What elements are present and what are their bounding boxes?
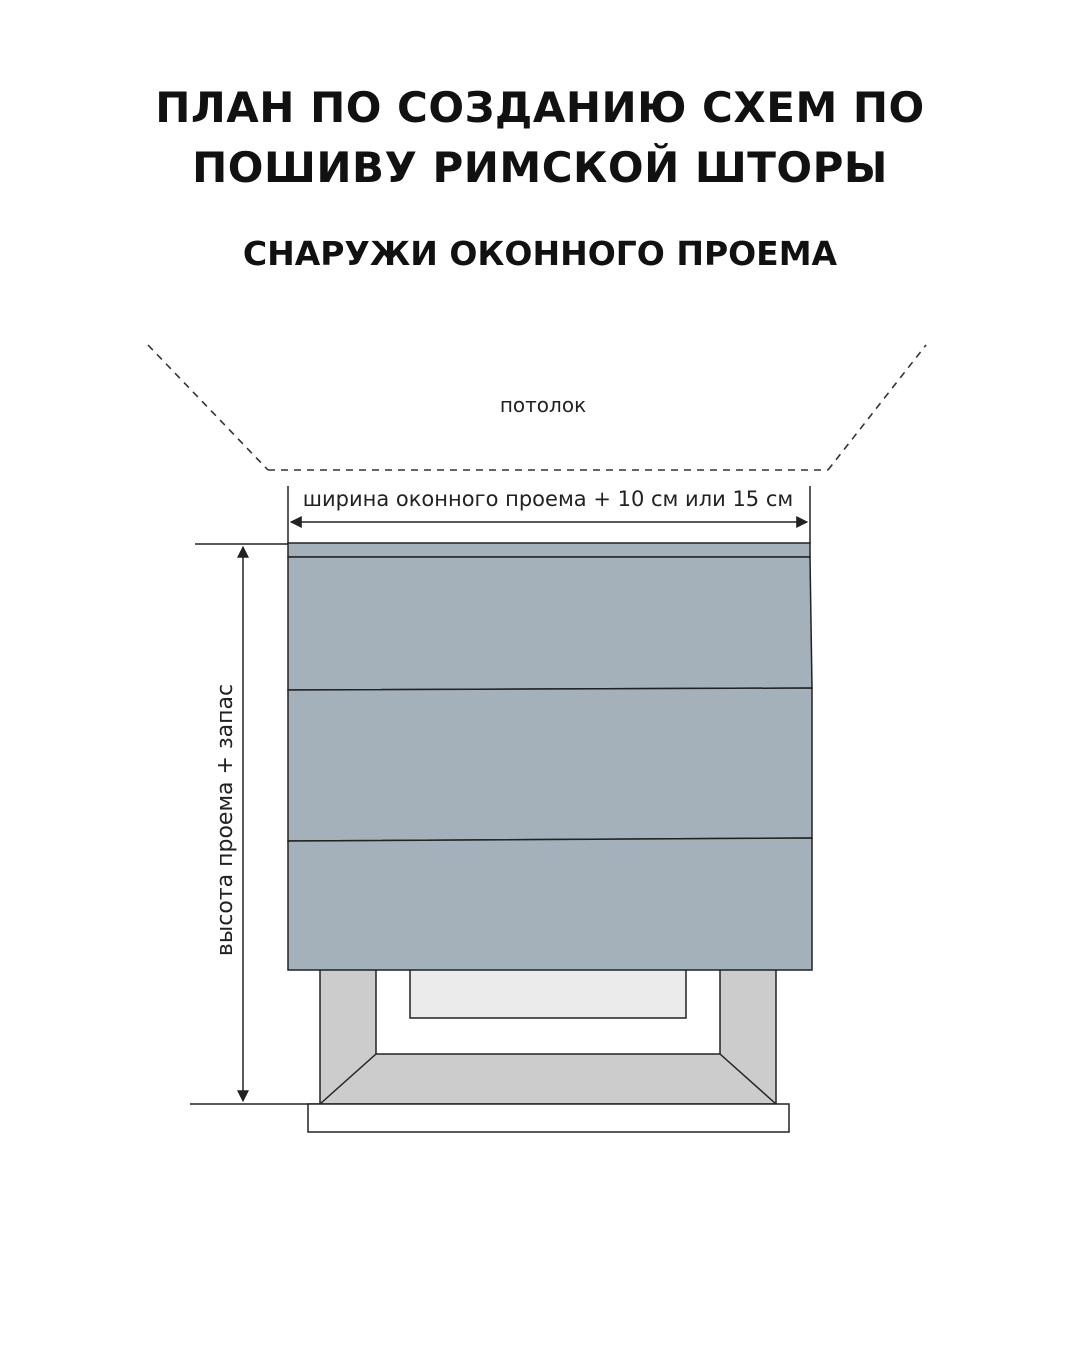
- window: [308, 968, 789, 1132]
- height-label: высота проема + запас: [213, 683, 238, 957]
- title-line-1: ПЛАН ПО СОЗДАНИЮ СХЕМ ПО: [155, 83, 925, 132]
- blind-cornice: [288, 543, 810, 557]
- blind-panel-2: [288, 688, 812, 841]
- blind-panel-3: [288, 838, 812, 970]
- title-line-2: ПОШИВУ РИМСКОЙ ШТОРЫ: [192, 143, 888, 192]
- ceiling-left-edge: [148, 345, 268, 470]
- window-glass: [410, 968, 686, 1018]
- window-sill: [308, 1104, 789, 1132]
- blind-panel-1: [288, 557, 812, 690]
- roman-blind: [288, 543, 812, 970]
- ceiling-right-edge: [828, 345, 926, 470]
- width-label: ширина оконного проема + 10 см или 15 см: [302, 487, 794, 511]
- ceiling-label: потолок: [499, 393, 587, 417]
- page-subtitle: СНАРУЖИ ОКОННОГО ПРОЕМА: [242, 234, 838, 273]
